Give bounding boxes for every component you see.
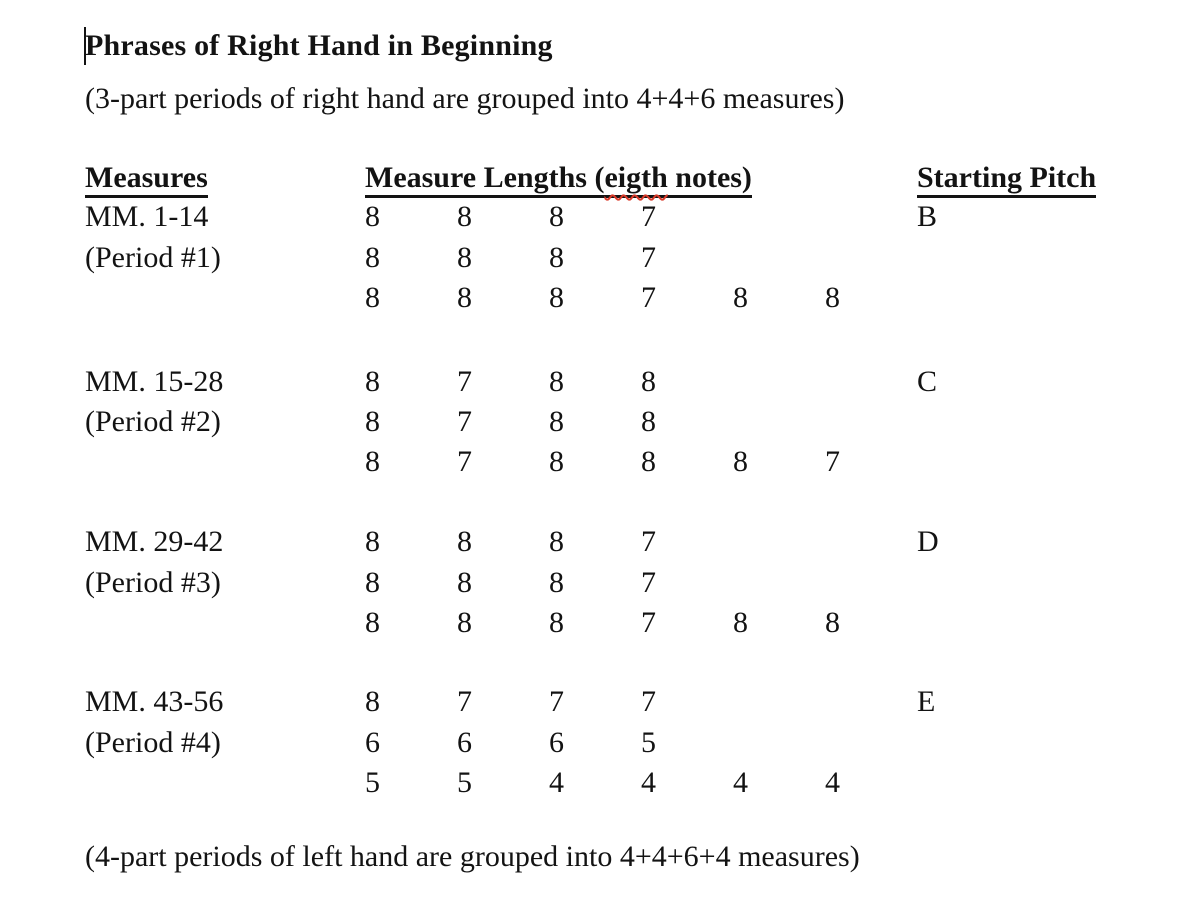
measure-length-value: 8 bbox=[457, 281, 472, 314]
header-text-after: notes) bbox=[667, 161, 752, 194]
measure-length-value: 7 bbox=[641, 241, 656, 274]
measure-length-value: 8 bbox=[549, 606, 564, 639]
measure-length-value bbox=[825, 723, 917, 763]
measure-length-value: 7 bbox=[641, 685, 656, 718]
measure-length-value bbox=[733, 362, 825, 402]
misspelled-word: eigth bbox=[604, 161, 668, 194]
measure-length-value: 8 bbox=[733, 281, 748, 314]
measure-length-value bbox=[733, 723, 825, 763]
measure-length-value bbox=[825, 682, 917, 722]
measure-length-value: 8 bbox=[733, 445, 748, 478]
table-row bbox=[85, 278, 1199, 318]
measure-length-value: 8 bbox=[365, 281, 380, 314]
measure-length-value: 8 bbox=[549, 525, 564, 558]
measure-length-value: 7 bbox=[641, 281, 656, 314]
starting-pitch: B bbox=[917, 200, 938, 233]
footer-note: (4-part periods of left hand are grouped into 4+4+6+4 measures) bbox=[85, 840, 860, 873]
measure-length-value: 4 bbox=[641, 766, 656, 799]
measure-length-value: 7 bbox=[549, 685, 564, 718]
measure-length-value bbox=[825, 362, 917, 402]
header-text-before: Measure Lengths ( bbox=[365, 161, 605, 194]
measure-length-value bbox=[733, 238, 825, 278]
measure-length-value: 7 bbox=[457, 365, 472, 398]
measure-length-value: 7 bbox=[457, 405, 472, 438]
table-row bbox=[85, 238, 1199, 278]
table-row bbox=[85, 442, 1199, 482]
table-row bbox=[85, 723, 1199, 763]
measure-length-value bbox=[825, 402, 917, 442]
period-label: (Period #3) bbox=[85, 566, 221, 599]
table-header-row bbox=[85, 158, 1199, 198]
measure-length-value: 8 bbox=[549, 241, 564, 274]
measure-length-value: 8 bbox=[457, 606, 472, 639]
measure-length-value bbox=[825, 238, 917, 278]
period-label: (Period #1) bbox=[85, 241, 221, 274]
table-row bbox=[85, 563, 1199, 603]
measure-length-value bbox=[733, 522, 825, 562]
starting-pitch-column-header: Starting Pitch bbox=[917, 161, 1096, 198]
measure-length-value: 7 bbox=[641, 606, 656, 639]
table-row bbox=[85, 763, 1199, 803]
measure-length-value: 8 bbox=[549, 365, 564, 398]
measure-length-value: 8 bbox=[549, 566, 564, 599]
measure-length-value: 8 bbox=[641, 405, 656, 438]
measure-range-label: MM. 43-56 bbox=[85, 685, 224, 718]
measure-range-label: MM. 29-42 bbox=[85, 525, 224, 558]
measure-length-value: 4 bbox=[733, 766, 748, 799]
page-title: Phrases of Right Hand in Beginning bbox=[85, 29, 553, 62]
table-row bbox=[85, 603, 1199, 643]
measure-range-label: MM. 1-14 bbox=[85, 200, 209, 233]
measure-length-value: 8 bbox=[641, 365, 656, 398]
measure-length-value bbox=[733, 682, 825, 722]
measures-column-header: Measures bbox=[85, 161, 208, 198]
measure-length-value: 8 bbox=[365, 365, 380, 398]
measure-length-value: 8 bbox=[457, 566, 472, 599]
table-row bbox=[85, 402, 1199, 442]
table-row bbox=[85, 362, 1199, 402]
measure-length-value: 8 bbox=[365, 566, 380, 599]
measure-length-value: 8 bbox=[549, 405, 564, 438]
measure-length-value: 8 bbox=[365, 405, 380, 438]
measure-length-value: 8 bbox=[825, 281, 840, 314]
measure-length-value: 5 bbox=[457, 766, 472, 799]
measure-length-value: 5 bbox=[641, 726, 656, 759]
measure-length-value: 4 bbox=[549, 766, 564, 799]
measure-length-value: 7 bbox=[641, 566, 656, 599]
measure-length-value: 8 bbox=[365, 685, 380, 718]
measure-length-value: 5 bbox=[365, 766, 380, 799]
measure-range-label: MM. 15-28 bbox=[85, 365, 224, 398]
measure-length-value: 8 bbox=[365, 606, 380, 639]
measure-length-value: 7 bbox=[457, 445, 472, 478]
measure-length-value: 6 bbox=[549, 726, 564, 759]
measure-length-value: 8 bbox=[733, 606, 748, 639]
measure-length-value bbox=[825, 197, 917, 237]
measure-length-value: 8 bbox=[549, 445, 564, 478]
measure-length-value: 8 bbox=[365, 241, 380, 274]
measure-length-value: 6 bbox=[365, 726, 380, 759]
measure-length-value: 6 bbox=[457, 726, 472, 759]
measure-length-value: 8 bbox=[457, 200, 472, 233]
measure-length-value: 8 bbox=[365, 525, 380, 558]
measure-length-value: 7 bbox=[641, 525, 656, 558]
measure-length-value: 8 bbox=[825, 606, 840, 639]
measure-length-value: 7 bbox=[457, 685, 472, 718]
measure-length-value: 4 bbox=[825, 766, 840, 799]
measure-length-value: 8 bbox=[457, 525, 472, 558]
starting-pitch: C bbox=[917, 365, 938, 398]
measure-length-value bbox=[733, 197, 825, 237]
table-row bbox=[85, 197, 1199, 237]
period-label: (Period #2) bbox=[85, 405, 221, 438]
measure-length-value: 7 bbox=[641, 200, 656, 233]
measure-length-value: 7 bbox=[825, 445, 840, 478]
measure-length-value: 8 bbox=[457, 241, 472, 274]
period-label: (Period #4) bbox=[85, 726, 221, 759]
measure-length-value: 8 bbox=[365, 200, 380, 233]
measure-length-value bbox=[733, 563, 825, 603]
measure-lengths-column-header bbox=[365, 161, 752, 198]
measure-length-value bbox=[825, 522, 917, 562]
measure-length-value bbox=[825, 563, 917, 603]
measure-length-value: 8 bbox=[365, 445, 380, 478]
starting-pitch: D bbox=[917, 525, 939, 558]
measure-length-value bbox=[733, 402, 825, 442]
starting-pitch: E bbox=[917, 685, 936, 718]
table-row bbox=[85, 522, 1199, 562]
measure-length-value: 8 bbox=[549, 200, 564, 233]
measure-length-value: 8 bbox=[641, 445, 656, 478]
measure-length-value: 8 bbox=[549, 281, 564, 314]
intro-note: (3-part periods of right hand are grouped into 4+4+6 measures) bbox=[85, 82, 845, 115]
table-row bbox=[85, 682, 1199, 722]
